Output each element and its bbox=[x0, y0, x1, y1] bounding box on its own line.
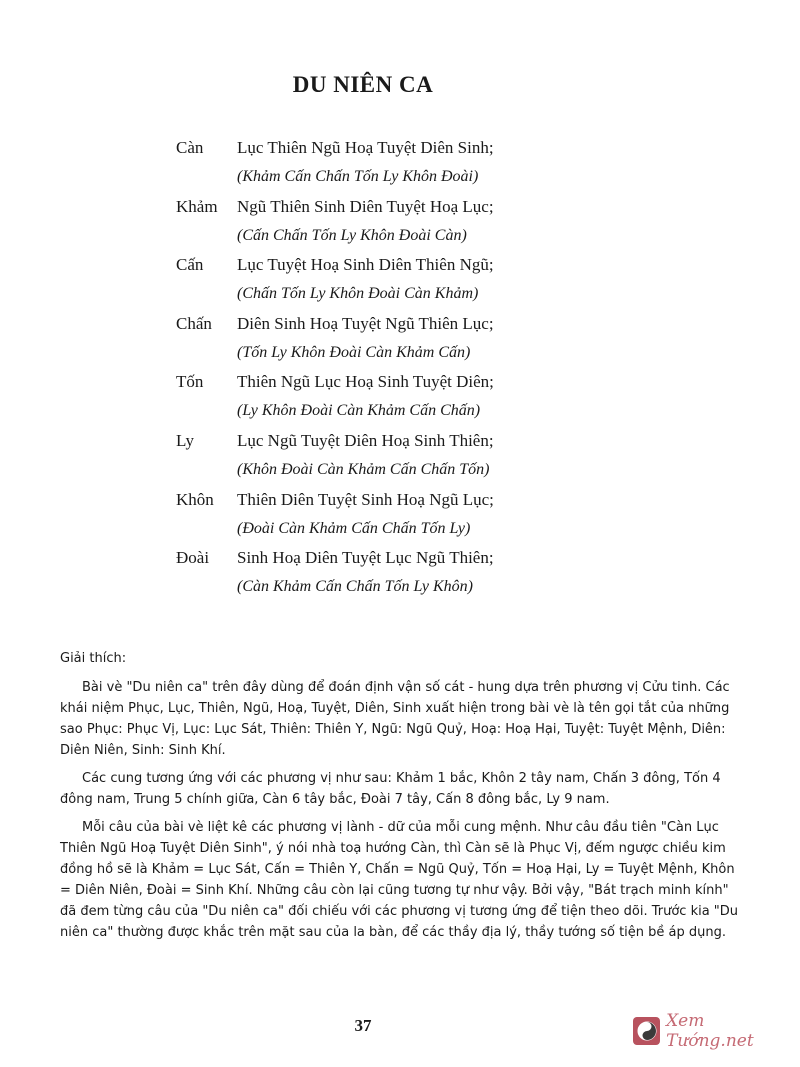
verse-sequence: (Đoài Càn Khảm Cấn Chấn Tốn Ly) bbox=[237, 519, 471, 537]
watermark bbox=[633, 1011, 793, 1051]
explanation-heading: Giải thích: bbox=[60, 651, 127, 666]
verse-sequence: (Tốn Ly Khôn Đoài Càn Khảm Cấn) bbox=[237, 343, 471, 361]
verse-line: Ngũ Thiên Sinh Diên Tuyệt Hoạ Lục; bbox=[237, 196, 494, 216]
explanation-paragraph: Các cung tương ứng với các phương vị như sau: Khảm 1 bắc, Khôn 2 tây nam, Chấn 3 đông, Tốn 4 đông nam, Trung 5 chính giữa, Càn 6 tây bắc, Đoài 7 tây, Cấn 8 đông bắc, Ly 9 nam. bbox=[60, 771, 721, 807]
explanation-section bbox=[60, 648, 740, 950]
verse-stanza bbox=[176, 197, 696, 256]
verse-sequence: (Chấn Tốn Ly Khôn Đoài Càn Khảm) bbox=[237, 285, 479, 303]
verse-stanza bbox=[176, 255, 696, 314]
verse-stanza bbox=[176, 548, 696, 607]
trigram-label: Cấn bbox=[176, 255, 204, 275]
page-number: 37 bbox=[354, 1016, 372, 1035]
verse-line: Lục Tuyệt Hoạ Sinh Diên Thiên Ngũ; bbox=[237, 255, 494, 275]
verse-sequence: (Khảm Cấn Chấn Tốn Ly Khôn Đoài) bbox=[237, 168, 479, 185]
trigram-label: Ly bbox=[176, 430, 194, 450]
verse-stanza bbox=[176, 314, 696, 373]
yin-yang-icon bbox=[633, 1017, 660, 1045]
explanation-paragraph: Mỗi câu của bài vè liệt kê các phương vị lành - dữ của mỗi cung mệnh. Như câu đầu tiên "Càn Lục Thiên Ngũ Hoạ Tuyệt Diên Sinh", ý nói nhà toạ hướng Càn, thì Càn sẽ là Phục Vị, đếm ngược chiều kim đồng hồ sẽ là Khảm = Lục Sát, Cấn = Thiên Y, Chấn = Ngũ Quỷ, Tốn = Hoạ Hại, Ly = Tuyệt Mệnh, Khôn = Diên Niên, Đoài = Sinh Khí. Những câu còn lại cũng tương tự như vậy. Bởi vậy, "Bát trạch minh kính" đã đem từng câu của "Du niên ca" đối chiếu với các phương vị tương ứng để tiện theo dõi. Trước kia "Du niên ca" thường được khắc trên mặt sau của la bàn, để các thầy địa lý, thầy tướng số tiện bề áp dụng. bbox=[60, 820, 739, 940]
trigram-label: Chấn bbox=[176, 313, 212, 333]
verse-block bbox=[176, 138, 696, 607]
verse-line: Thiên Diên Tuyệt Sinh Hoạ Ngũ Lục; bbox=[237, 489, 494, 509]
verse-sequence: (Khôn Đoài Càn Khảm Cấn Chấn Tốn) bbox=[237, 460, 490, 478]
verse-line: Lục Thiên Ngũ Hoạ Tuyệt Diên Sinh; bbox=[237, 138, 494, 157]
trigram-label: Khôn bbox=[176, 489, 214, 509]
verse-sequence: (Ly Khôn Đoài Càn Khảm Cấn Chấn) bbox=[237, 402, 481, 420]
verse-line: Sinh Hoạ Diên Tuyệt Lục Ngũ Thiên; bbox=[237, 548, 494, 568]
verse-sequence: (Càn Khảm Cấn Chấn Tốn Ly Khôn) bbox=[237, 578, 473, 596]
trigram-label: Khảm bbox=[176, 196, 218, 216]
verse-stanza bbox=[176, 431, 696, 490]
verse-line: Lục Ngũ Tuyệt Diên Hoạ Sinh Thiên; bbox=[237, 430, 494, 450]
trigram-label: Càn bbox=[176, 138, 204, 157]
verse-line: Thiên Ngũ Lục Hoạ Sinh Tuyệt Diên; bbox=[237, 372, 494, 392]
trigram-label: Tốn bbox=[176, 372, 204, 392]
watermark-text: Xem Tướng.net bbox=[666, 1011, 754, 1051]
verse-sequence: (Cấn Chấn Tốn Ly Khôn Đoài Càn) bbox=[237, 226, 467, 244]
verse-stanza bbox=[176, 138, 696, 197]
trigram-label: Đoài bbox=[176, 548, 210, 568]
explanation-paragraph: Bài vè "Du niên ca" trên đây dùng để đoán định vận số cát - hung dựa trên phương vị Cửu tinh. Các khái niệm Phục, Lục, Thiên, Ngũ, Hoạ, Tuyệt, Diên, Sinh xuất hiện trong bài vè là tên gọi tắt của những sao Phục: Phục Vị, Lục: Lục Sát, Thiên: Thiên Y, Ngũ: Ngũ Quỷ, Hoạ: Hoạ Hại, Tuyệt: Tuyệt Mệnh, Diên: Diên Niên, Sinh: Sinh Khí. bbox=[60, 680, 730, 758]
verse-stanza bbox=[176, 490, 696, 549]
page-title: DU NIÊN CA bbox=[292, 72, 434, 97]
verse-line: Diên Sinh Hoạ Tuyệt Ngũ Thiên Lục; bbox=[237, 313, 494, 333]
verse-stanza bbox=[176, 372, 696, 431]
